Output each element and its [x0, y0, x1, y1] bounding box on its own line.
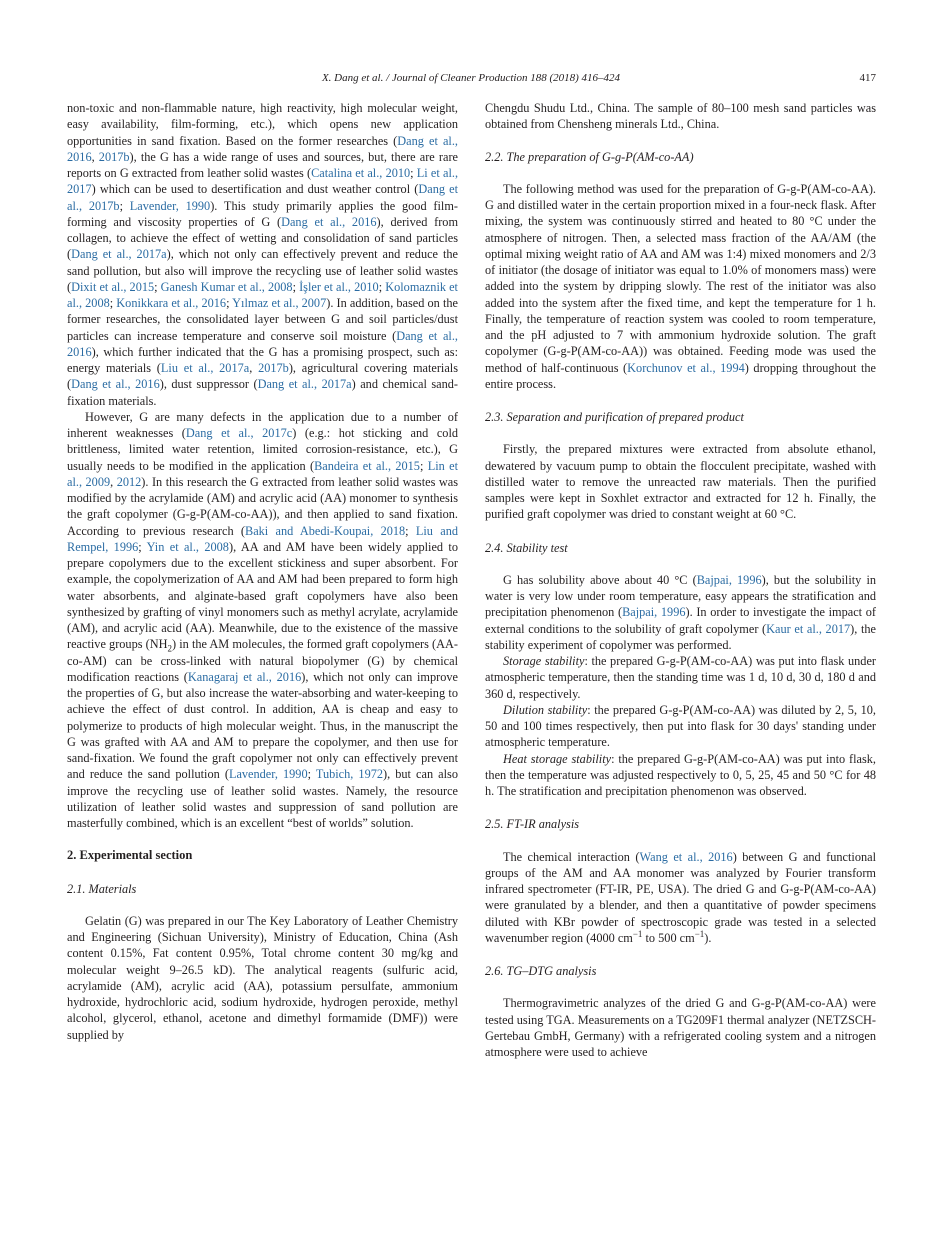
citation-link[interactable]: Ganesh Kumar et al., 2008 — [160, 279, 293, 294]
section-heading-experimental: 2. Experimental section — [67, 848, 193, 863]
paragraph-materials: Gelatin (G) was prepared in our The Key Laboratory of Leather Chemistry and Engineering (Sichuan University), Ministry of Education, China (Ash content 0.15%, Fat content 0.95%, Total chrome content 30 mg/kg and molecular weight 9–26.5 kD). The analytical reagents (sulfuric acid, acrylamide (AM), acrylic acid (AA), potassium persulfate, ammonium hydroxide, hydrochloric acid, sodium hydroxide, hydrogen peroxide, methyl alcohol, glycerol, ethanol, acetone and dimethyl formamide (DMF)) were supplied by — [67, 913, 458, 1042]
right-column — [485, 100, 876, 1060]
citation-link[interactable]: Lavender, 1990 — [129, 198, 211, 213]
left-column — [67, 100, 458, 1043]
subsection-heading-materials: 2.1. Materials — [67, 881, 137, 896]
subsection-heading-preparation: 2.2. The preparation of G-g-P(AM-co-AA) — [485, 149, 694, 164]
paragraph-ftir: The chemical interaction (Wang et al., 2016) between G and functional groups of the AM and AA monomer was analyzed by Fourier transform infrared spectrometer (FT-IR, PE, USA). The dried G and G-g-P(AM-co-AA) were granulated by a blender, and then a quantitative of powder specimens diluted with KBr powder of spectroscopic grade was tested in a selected wavenumber region (4000 $cm^{-1}$ to 500 $cm^{-1}$). — [485, 849, 876, 945]
paragraph-storage-stability: Storage stability: the prepared G-g-P(AM-co-AA) was put into flask under atmospheric temperature, then the standing time was 1 d, 10 d, 30 d, 180 d and 360 d, respectively. — [485, 654, 876, 701]
paragraph-materials-continued: Chengdu Shudu Ltd., China. The sample of 80–100 mesh sand particles was obtained from Chensheng minerals Ltd., China. — [485, 101, 876, 132]
citation-link[interactable]: Dang et al., 2016 — [281, 214, 377, 229]
citation-link[interactable]: Yin et al., 2008 — [146, 539, 229, 554]
citation-link[interactable]: Wang et al., 2016 — [639, 849, 733, 864]
citation-link[interactable]: Bandeira et al., 2015 — [314, 458, 420, 473]
citation-link[interactable]: Dang et al., 2016 — [67, 328, 458, 359]
citation-link[interactable]: Korchunov et al., 1994 — [627, 360, 745, 375]
paragraph-modification: However, G are many defects in the application due to a number of inherent weaknesses (Dang et al., 2017c) (e.g.: hot sticking and cold brittleness, limited water retention, limited corrosion-resistance, etc.), G usually needs to be modified in the application (Bandeira et al., 2015; Lin et al., 2009, 2012). In this research the G extracted from leather solid wastes was modified by the acrylamide (AM) and acrylic acid (AA) monomer to synthesis the graft copolymer (G-g-P(AM-co-AA)), and then applied to sand fixation. According to previous research (Baki and Abedi-Koupai, 2018; Liu and Rempel, 1996; Yin et al., 2008), AA and AM have been widely applied to prepare copolymers due to the excellent stickiness and super absorbent. For example, the copolymerization of AA and AM had been prepared to form high water absorbents, and alginate-based graft copolymers have also been synthesized by grafting of vinyl monomers such as methyl acrylate, acrylamide (AM), and acrylic acid (AA). Meanwhile, due to the existence of the massive reactive groups $(NH_2)$ in the AM molecules, the formed graft copolymers (AA-co-AM) can be cross-linked with natural biopolymer (G) by chemical modification reactions (Kanagaraj et al., 2016), which not only can improve the properties of G, but also increase the water-absorbing and water-keeping to achieve the effect of dust control. In addition, AA is cheap and easy to polymerize to products of high molecular weight. Thus, in the manuscript the G was grafted with AA and AM to prepare the copolymer, and then use for sand-fixation. We found the graft copolymer not only can effectively prevent and reduce the sand pollution (Lavender, 1990; Tubich, 1972), but can also improve the recycling use of leather solid wastes. Namely, the resource utilization of leather solid wastes and suppression of sand pollution are masterfully combined, which is an excellent “best of worlds” solution. — [67, 409, 459, 830]
citation-link[interactable]: Dixit et al., 2015 — [71, 279, 155, 294]
citation-link[interactable]: 2017b — [98, 149, 130, 164]
subsection-heading-tg-dtg: 2.6. TG–DTG analysis — [485, 964, 597, 978]
paragraph-intro-continued: non-toxic and non-flammable nature, high reactivity, high molecular weight, easy availability, film-forming, etc.), which opens new application opportunities in sand fixation. Based on the former researches (Dang et al., 2016, 2017b), the G has a wide range of uses and sources, but, there are rare reports on G extracted from leather solid wastes (Catalina et al., 2010; Li et al., 2017) which can be used to desertification and dust weather control (Dang et al., 2017b; Lavender, 1990). This study primarily applies the good film-forming and viscosity properties of G (Dang et al., 2016), derived from collagen, to achieve the effect of wetting and consolidation of sand particles (Dang et al., 2017a), which not only can effectively prevent and reduce the sand pollution, but also will improve the recycling use of leather solid wastes (Dixit et al., 2015; Ganesh Kumar et al., 2008; İşler et al., 2010; Kolomaznik et al., 2008; Konikkara et al., 2016; Yılmaz et al., 2007). In addition, based on the former researches, the consolidated layer between G and soil particles/dust particles can increase temperature and conserve soil moisture (Dang et al., 2016), which further indicated that the G has a promising prospect, such as: energy materials (Liu et al., 2017a, 2017b), agricultural covering materials (Dang et al., 2016), dust suppressor (Dang et al., 2017a) and chemical sand-fixation materials. — [67, 101, 459, 408]
paragraph-dilution-stability: Dilution stability: the prepared G-g-P(AM-co-AA) was diluted by 2, 5, 10, 50 and 100 times respectively, then put into flask for 30 days' standing under atmospheric temperature. — [485, 702, 876, 750]
citation-link[interactable]: Lin et al., 2009 — [67, 458, 458, 489]
paragraph-preparation: The following method was used for the preparation of G-g-P(AM-co-AA). G and distilled water in the certain proportion mixed in a four-neck flask. After mixing, the system was continuously stirred and heated to 80 °C under the atmosphere of nitrogen. Then, a selected mass fraction of the AA/AM (the optimal mixing weight ratio of AA and AM was 1:4) mixed monomers and 2/3 of initiator (the dosage of initiator was equal to 1.0% of monomers mass) were added into the system by dripping slowly. The rest of the initiator was also added into the system after the fixed time, and kept the temperature for 1 h. Finally, the temperature of reaction system was cooled to room temperature, and the pH adjusted to 7 with ammonium hydroxide solution. The graft copolymer (G-g-P(AM-co-AA)) was obtained. Feeding mode was used the method of half-continuous (Korchunov et al., 1994) dropping throughout the entire process. — [485, 181, 876, 391]
citation-link[interactable]: Liu et al., 2017a — [160, 361, 250, 375]
citation-link[interactable]: Yılmaz et al., 2007 — [232, 296, 327, 310]
citation-link[interactable]: Kanagaraj et al., 2016 — [187, 669, 302, 684]
citation-link[interactable]: Lavender, 1990 — [228, 767, 308, 782]
paragraph-separation: Firstly, the prepared mixtures were extracted from absolute ethanol, dewatered by vacuum pump to obtain the flocculent precipitate, washed with distilled water to remove the unreacted raw materials. Then the purified samples were kept in Soxhlet extractor and extracted for 12 h. Finally, the purified graft copolymer was dried to constant weight at 60 °C. — [485, 442, 876, 522]
citation-link[interactable]: Tubich, 1972 — [315, 767, 384, 782]
subsection-heading-separation: 2.3. Separation and purification of prepared product — [485, 410, 744, 424]
citation-link[interactable]: Kaur et al., 2017 — [766, 621, 851, 636]
paragraph-stability: G has solubility above about 40 °C (Bajpai, 1996), but the solubility in water is very low under room temperature, easy appears the stratification and precipitation phenomenon (Bajpai, 1996). In order to investigate the impact of external conditions to the solubility of graft copolymer (Kaur et al., 2017), the stability experiment of copolymer was performed. — [485, 572, 877, 652]
citation-link[interactable]: Dang et al., 2017b — [67, 182, 458, 213]
citation-link[interactable]: 2017b — [258, 361, 289, 375]
citation-link[interactable]: Bajpai, 1996 — [696, 572, 762, 587]
citation-link[interactable]: Konikkara et al., 2016 — [116, 296, 227, 310]
page-number: 417 — [859, 72, 876, 84]
citation-link[interactable]: Dang et al., 2017a — [71, 247, 167, 262]
citation-link[interactable]: Dang et al., 2016 — [67, 133, 458, 164]
citation-link[interactable]: Li et al., 2017 — [67, 166, 459, 197]
paragraph-heat-storage-stability: Heat storage stability: the prepared G-g-P(AM-co-AA) was put into flask, then the temperature was adjusted respectively to 0, 5, 25, 45 and 50 °C for 48 h. The stratification and precipitation phenomenon was observed. — [485, 751, 876, 798]
citation-link[interactable]: Catalina et al., 2010 — [311, 166, 411, 180]
citation-link[interactable]: Bajpai, 1996 — [622, 605, 686, 620]
subsection-heading-stability: 2.4. Stability test — [485, 540, 568, 555]
citation-link[interactable]: Baki and Abedi-Koupai, 2018 — [245, 523, 406, 538]
citation-link[interactable]: Dang et al., 2016 — [71, 377, 160, 392]
running-header — [66, 72, 876, 90]
citation-link[interactable]: 2012 — [116, 474, 142, 489]
citation-link[interactable]: Kolomaznik et al., 2008 — [67, 279, 458, 310]
citation-link[interactable]: Liu and Rempel, 1996 — [67, 523, 458, 554]
subsection-heading-ftir: 2.5. FT-IR analysis — [485, 817, 580, 832]
citation-link[interactable]: İşler et al., 2010 — [299, 279, 379, 294]
citation-link[interactable]: Dang et al., 2017c — [185, 426, 293, 440]
citation-link[interactable]: Dang et al., 2017a — [257, 377, 352, 392]
paragraph-tg-dtg: Thermogravimetric analyzes of the dried G and G-g-P(AM-co-AA) were tested using TGA. Measurements on a TG209F1 thermal analyzer (NETZSCH-Gertebau GmbH, Germany) with a refrigerated cooling system and a nitrogen atmosphere were used to achieve — [485, 996, 876, 1059]
journal-citation: X. Dang et al. / Journal of Cleaner Production 188 (2018) 416–424 — [321, 72, 621, 84]
